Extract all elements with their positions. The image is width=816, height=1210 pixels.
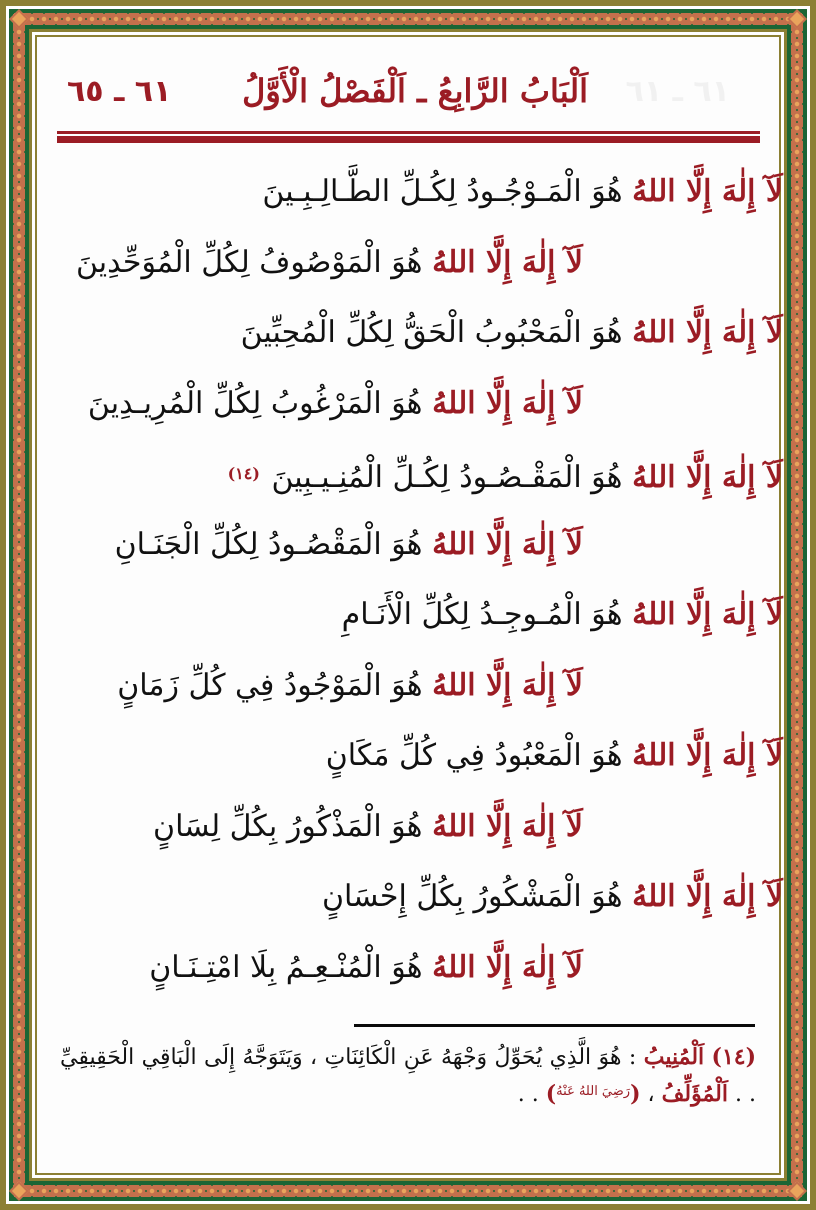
shahada-phrase: لَآ إِلٰهَ إِلَّا اللهُ <box>432 385 583 421</box>
dhikr-line <box>55 865 783 936</box>
braid-ornament-left <box>13 14 25 1196</box>
footnote-separator <box>354 1024 755 1027</box>
honorific-ligature-icon: رَضِيَ اللهُ عَنْهُ <box>556 1084 631 1099</box>
dhikr-line <box>55 301 783 372</box>
shahada-phrase: لَآ إِلٰهَ إِلَّا اللهُ <box>432 244 583 280</box>
footnote-term: اَلْمُنِيبُ <box>643 1044 705 1070</box>
dhikr-line <box>55 372 783 443</box>
dhikr-line <box>55 513 783 584</box>
line-text: هُوَ الْمَقْـصُـودُ لِكُـلِّ الْمُنِـيـبِينَ <box>271 460 623 495</box>
ghost-page-range: ٦١ ـ ٦١ <box>625 74 730 109</box>
shahada-phrase: لَآ إِلٰهَ إِلَّا اللهُ <box>432 526 583 562</box>
honorific-close-paren: ) <box>545 1081 557 1107</box>
braid-ornament-top <box>14 13 802 25</box>
header-rule-thin <box>57 131 760 134</box>
footnote-colon: : <box>628 1045 637 1070</box>
shahada-phrase: لَآ إِلٰهَ إِلَّا اللهُ <box>632 597 783 632</box>
dhikr-line <box>55 795 783 866</box>
line-text: هُوَ الْمُنْـعِـمُ بِلَا امْتِـنَـانٍ <box>149 949 423 985</box>
dhikr-line <box>55 160 783 231</box>
dhikr-line <box>55 654 783 725</box>
dhikr-line <box>55 583 783 654</box>
line-text: هُوَ الْمَرْغُوبُ لِكُلِّ الْمُرِيـدِينَ <box>87 385 423 421</box>
shahada-phrase: لَآ إِلٰهَ إِلَّا اللهُ <box>432 808 583 844</box>
shahada-phrase: لَآ إِلٰهَ إِلَّا اللهُ <box>632 738 783 773</box>
braid-ornament-right <box>791 14 803 1196</box>
line-text: هُوَ الْمَذْكُورُ بِكُلِّ لِسَانٍ <box>153 808 423 844</box>
braid-ornament-bottom <box>14 1185 802 1197</box>
dhikr-line <box>55 724 783 795</box>
footnote-number: (١٤) <box>711 1044 757 1070</box>
footnote-trailing: . . <box>517 1082 539 1107</box>
page-header <box>57 70 760 120</box>
line-text: هُوَ الْمُـوجِـدُ لِكُلِّ الْأَنَـامِ <box>341 597 623 632</box>
shahada-phrase: لَآ إِلٰهَ إِلَّا اللهُ <box>632 174 783 209</box>
shahada-phrase: لَآ إِلٰهَ إِلَّا اللهُ <box>632 460 783 495</box>
line-text: هُوَ الْمَـوْجُـودُ لِكُـلِّ الطَّـالِـبِـينَ <box>262 174 623 209</box>
line-text: هُوَ الْمَشْكُورُ بِكُلِّ إِحْسَانٍ <box>322 879 623 914</box>
line-text: هُوَ الْمَوْجُودُ فِي كُلِّ زَمَانٍ <box>117 667 423 703</box>
line-text: هُوَ الْمَعْبُودُ فِي كُلِّ مَكَانٍ <box>325 738 623 773</box>
chapter-title: اَلْبَابُ الرَّابِعُ ـ اَلْفَصْلُ الْأَوَّلُ <box>242 72 588 110</box>
footnote-author: اَلْمُؤَلِّفُ <box>661 1081 729 1107</box>
line-text: هُوَ الْمَقْصُـودُ لِكُلِّ الْجَنَـانِ <box>114 526 423 562</box>
dhikr-line <box>55 936 783 1007</box>
dhikr-lines <box>55 160 783 1006</box>
dhikr-line <box>55 442 783 513</box>
dhikr-line <box>55 231 783 302</box>
footnote-comma: ، <box>647 1082 655 1107</box>
shahada-phrase: لَآ إِلٰهَ إِلَّا اللهُ <box>632 879 783 914</box>
shahada-phrase: لَآ إِلٰهَ إِلَّا اللهُ <box>632 315 783 350</box>
shahada-phrase: لَآ إِلٰهَ إِلَّا اللهُ <box>432 667 583 703</box>
line-text: هُوَ الْمَحْبُوبُ الْحَقُّ لِكُلِّ الْمُحِبِّينَ <box>240 315 623 350</box>
line-text: هُوَ الْمَوْصُوفُ لِكُلِّ الْمُوَحِّدِينَ <box>75 244 423 280</box>
shahada-phrase: لَآ إِلٰهَ إِلَّا اللهُ <box>432 949 583 985</box>
honorific-open-paren: ( <box>630 1081 641 1107</box>
header-rule-thick <box>57 136 760 143</box>
footnote-marker-link[interactable]: (١٤) <box>227 464 260 483</box>
footnote <box>60 1040 756 1112</box>
page-range: ٦١ ـ ٦٥ <box>67 74 172 109</box>
footnote-body: هُوَ الَّذِي يُحَوِّلُ وَجْهَهُ عَنِ الْكَائِنَاتِ ، وَيَتَوَجَّهُ إِلَى الْبَاقِي الْحَقِيقِيِّ . . <box>60 1045 756 1107</box>
